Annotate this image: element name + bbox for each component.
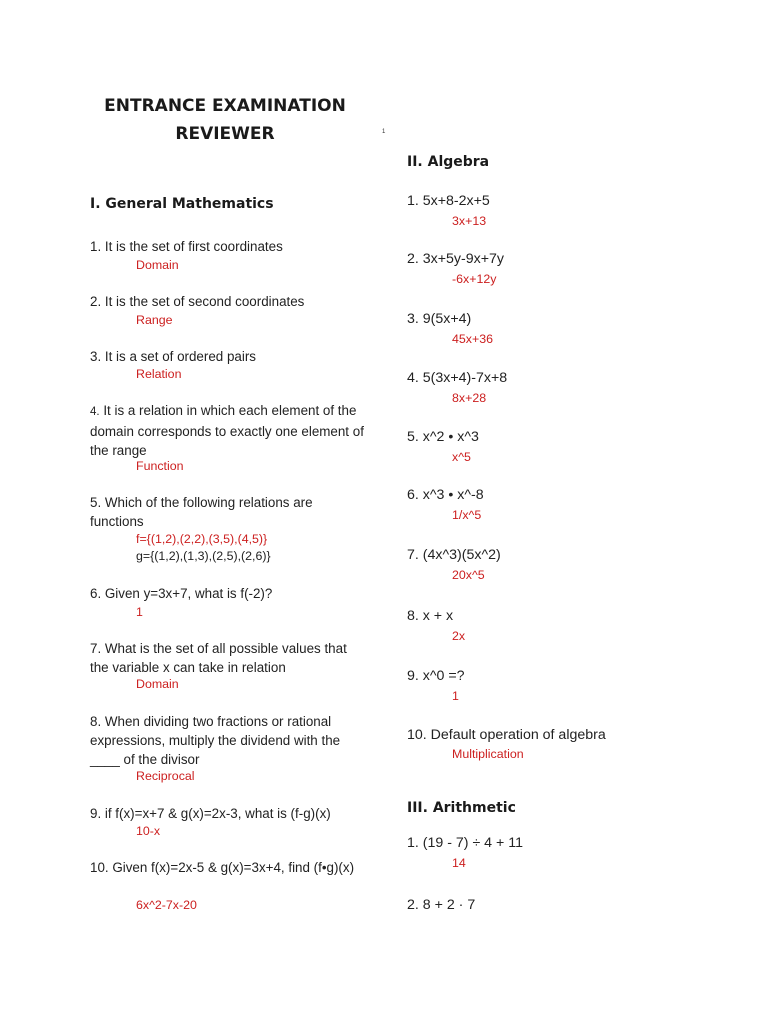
alg-answer-1: 3x+13: [452, 214, 487, 228]
alg-question-6: 6. x^3 • x^-8: [407, 487, 484, 503]
alg-answer-9: 1: [452, 689, 459, 703]
gm-question-8: 8. When dividing two fractions or rational expressions, multiply the dividend with the ____ of the divisor: [90, 714, 341, 767]
gm-answer-7: Domain: [136, 677, 179, 691]
gm-answer-5-g: g={(1,2),(1,3),(2,5),(2,6)}: [136, 549, 271, 563]
alg-question-3: 3. 9(5x+4): [407, 311, 472, 327]
gm-question-2: 2. It is the set of second coordinates: [90, 294, 305, 309]
gm-question-3: 3. It is a set of ordered pairs: [90, 349, 256, 364]
gm-question-4: [90, 401, 365, 460]
alg-answer-7: 20x^5: [452, 568, 485, 582]
alg-answer-8: 2x: [452, 629, 466, 643]
alg-question-7: 7. (4x^3)(5x^2): [407, 547, 501, 563]
alg-answer-2: -6x+12y: [452, 272, 497, 286]
gm-question-5: 5. Which of the following relations are functions: [90, 495, 313, 529]
algebra-heading: II. Algebra: [407, 154, 490, 170]
alg-question-1: 1. 5x+8-2x+5: [407, 193, 490, 209]
alg-answer-4: 8x+28: [452, 391, 487, 405]
alg-answer-6: 1/x^5: [452, 508, 482, 522]
general-math-heading: I. General Mathematics: [90, 196, 274, 212]
gm-question-9: 9. if f(x)=x+7 & g(x)=2x-3, what is (f-g)(x): [90, 806, 331, 821]
gm-question-4-number: 4.: [90, 406, 100, 418]
alg-answer-10: Multiplication: [452, 747, 524, 761]
alg-question-9: 9. x^0 =?: [407, 668, 465, 684]
gm-answer-2: Range: [136, 313, 173, 327]
gm-answer-3: Relation: [136, 367, 182, 381]
alg-answer-5: x^5: [452, 450, 471, 464]
gm-question-10: 10. Given f(x)=2x-5 & g(x)=3x+4, find (f•g)(x): [90, 860, 355, 875]
page-mark: 1: [382, 129, 386, 135]
gm-answer-5-f: f={(1,2),(2,2),(3,5),(4,5)}: [136, 532, 268, 546]
arithmetic-heading: III. Arithmetic: [407, 800, 516, 816]
arith-answer-1: 14: [452, 856, 466, 870]
gm-question-6: 6. Given y=3x+7, what is f(-2)?: [90, 586, 273, 601]
arith-question-2: 2. 8 + 2 · 7: [407, 897, 476, 913]
alg-question-2: 2. 3x+5y-9x+7y: [407, 251, 505, 267]
gm-answer-6: 1: [136, 605, 143, 619]
arith-question-1: 1. (19 - 7) ÷ 4 + 11: [407, 835, 523, 851]
gm-answer-10: 6x^2-7x-20: [136, 898, 197, 912]
gm-answer-8: Reciprocal: [136, 769, 195, 783]
alg-question-5: 5. x^2 • x^3: [407, 429, 479, 445]
alg-question-4: 4. 5(3x+4)-7x+8: [407, 370, 508, 386]
document-title-line2: REVIEWER: [175, 124, 275, 144]
gm-answer-9: 10-x: [136, 824, 161, 838]
gm-answer-1: Domain: [136, 258, 179, 272]
document-title-line1: ENTRANCE EXAMINATION: [104, 96, 346, 116]
gm-question-7: 7. What is the set of all possible values that the variable x can take in relation: [90, 641, 347, 675]
gm-answer-4: Function: [136, 459, 184, 473]
gm-question-1: 1. It is the set of first coordinates: [90, 239, 283, 254]
alg-question-8: 8. x + x: [407, 608, 454, 624]
alg-answer-3: 45x+36: [452, 332, 493, 346]
alg-question-10: 10. Default operation of algebra: [407, 727, 606, 743]
gm-question-4-text: It is a relation in which each element of the domain corresponds to exactly one element of the range: [90, 403, 364, 458]
